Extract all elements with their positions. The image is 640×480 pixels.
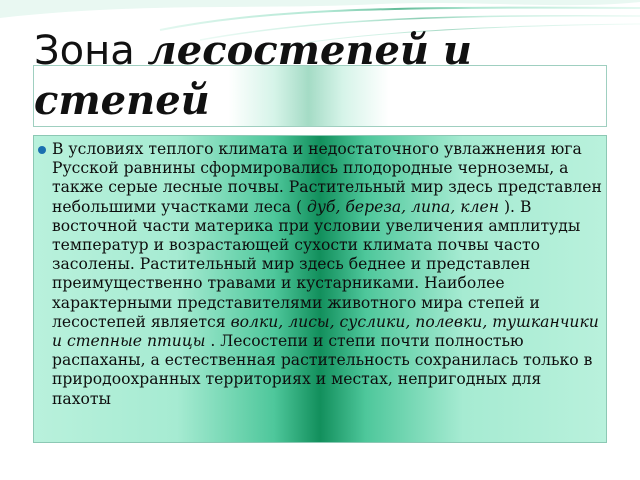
body-text-trees: дуб, береза, липа, клен [307,197,499,216]
slide-title [34,26,634,126]
body-text-animals: волки, лисы, суслики, полевки, тушканчики и степные птицы [52,312,599,351]
body-paragraph [52,140,604,409]
bullet-icon [38,146,46,154]
body-text-part3: . Лесостепи и степи почти полностью распаханы, а естественная растительность сохранилась только в природоохранных территориях и местах, непригодных для пахоты [52,332,593,408]
slide-title-plain: Зона [34,28,148,74]
slide-title-emphasis: лесостепей и степей [34,27,473,124]
body-text-part2: ). В восточной части материка при условии увеличения амплитуды температур и возрастающей сухости климата почвы часто засолены. Растительный мир здесь беднее и представлен преимущественно травами и кустарниками. Наиболее характерными представителями животного мира степей и лесостепей является [52,197,581,331]
body-text-part1: В условиях теплого климата и недостаточного увлажнения юга Русской равнины сформировались плодородные черноземы, а также серые лесные почвы. Растительный мир здесь представлен небольшими участками леса ( [52,140,602,216]
